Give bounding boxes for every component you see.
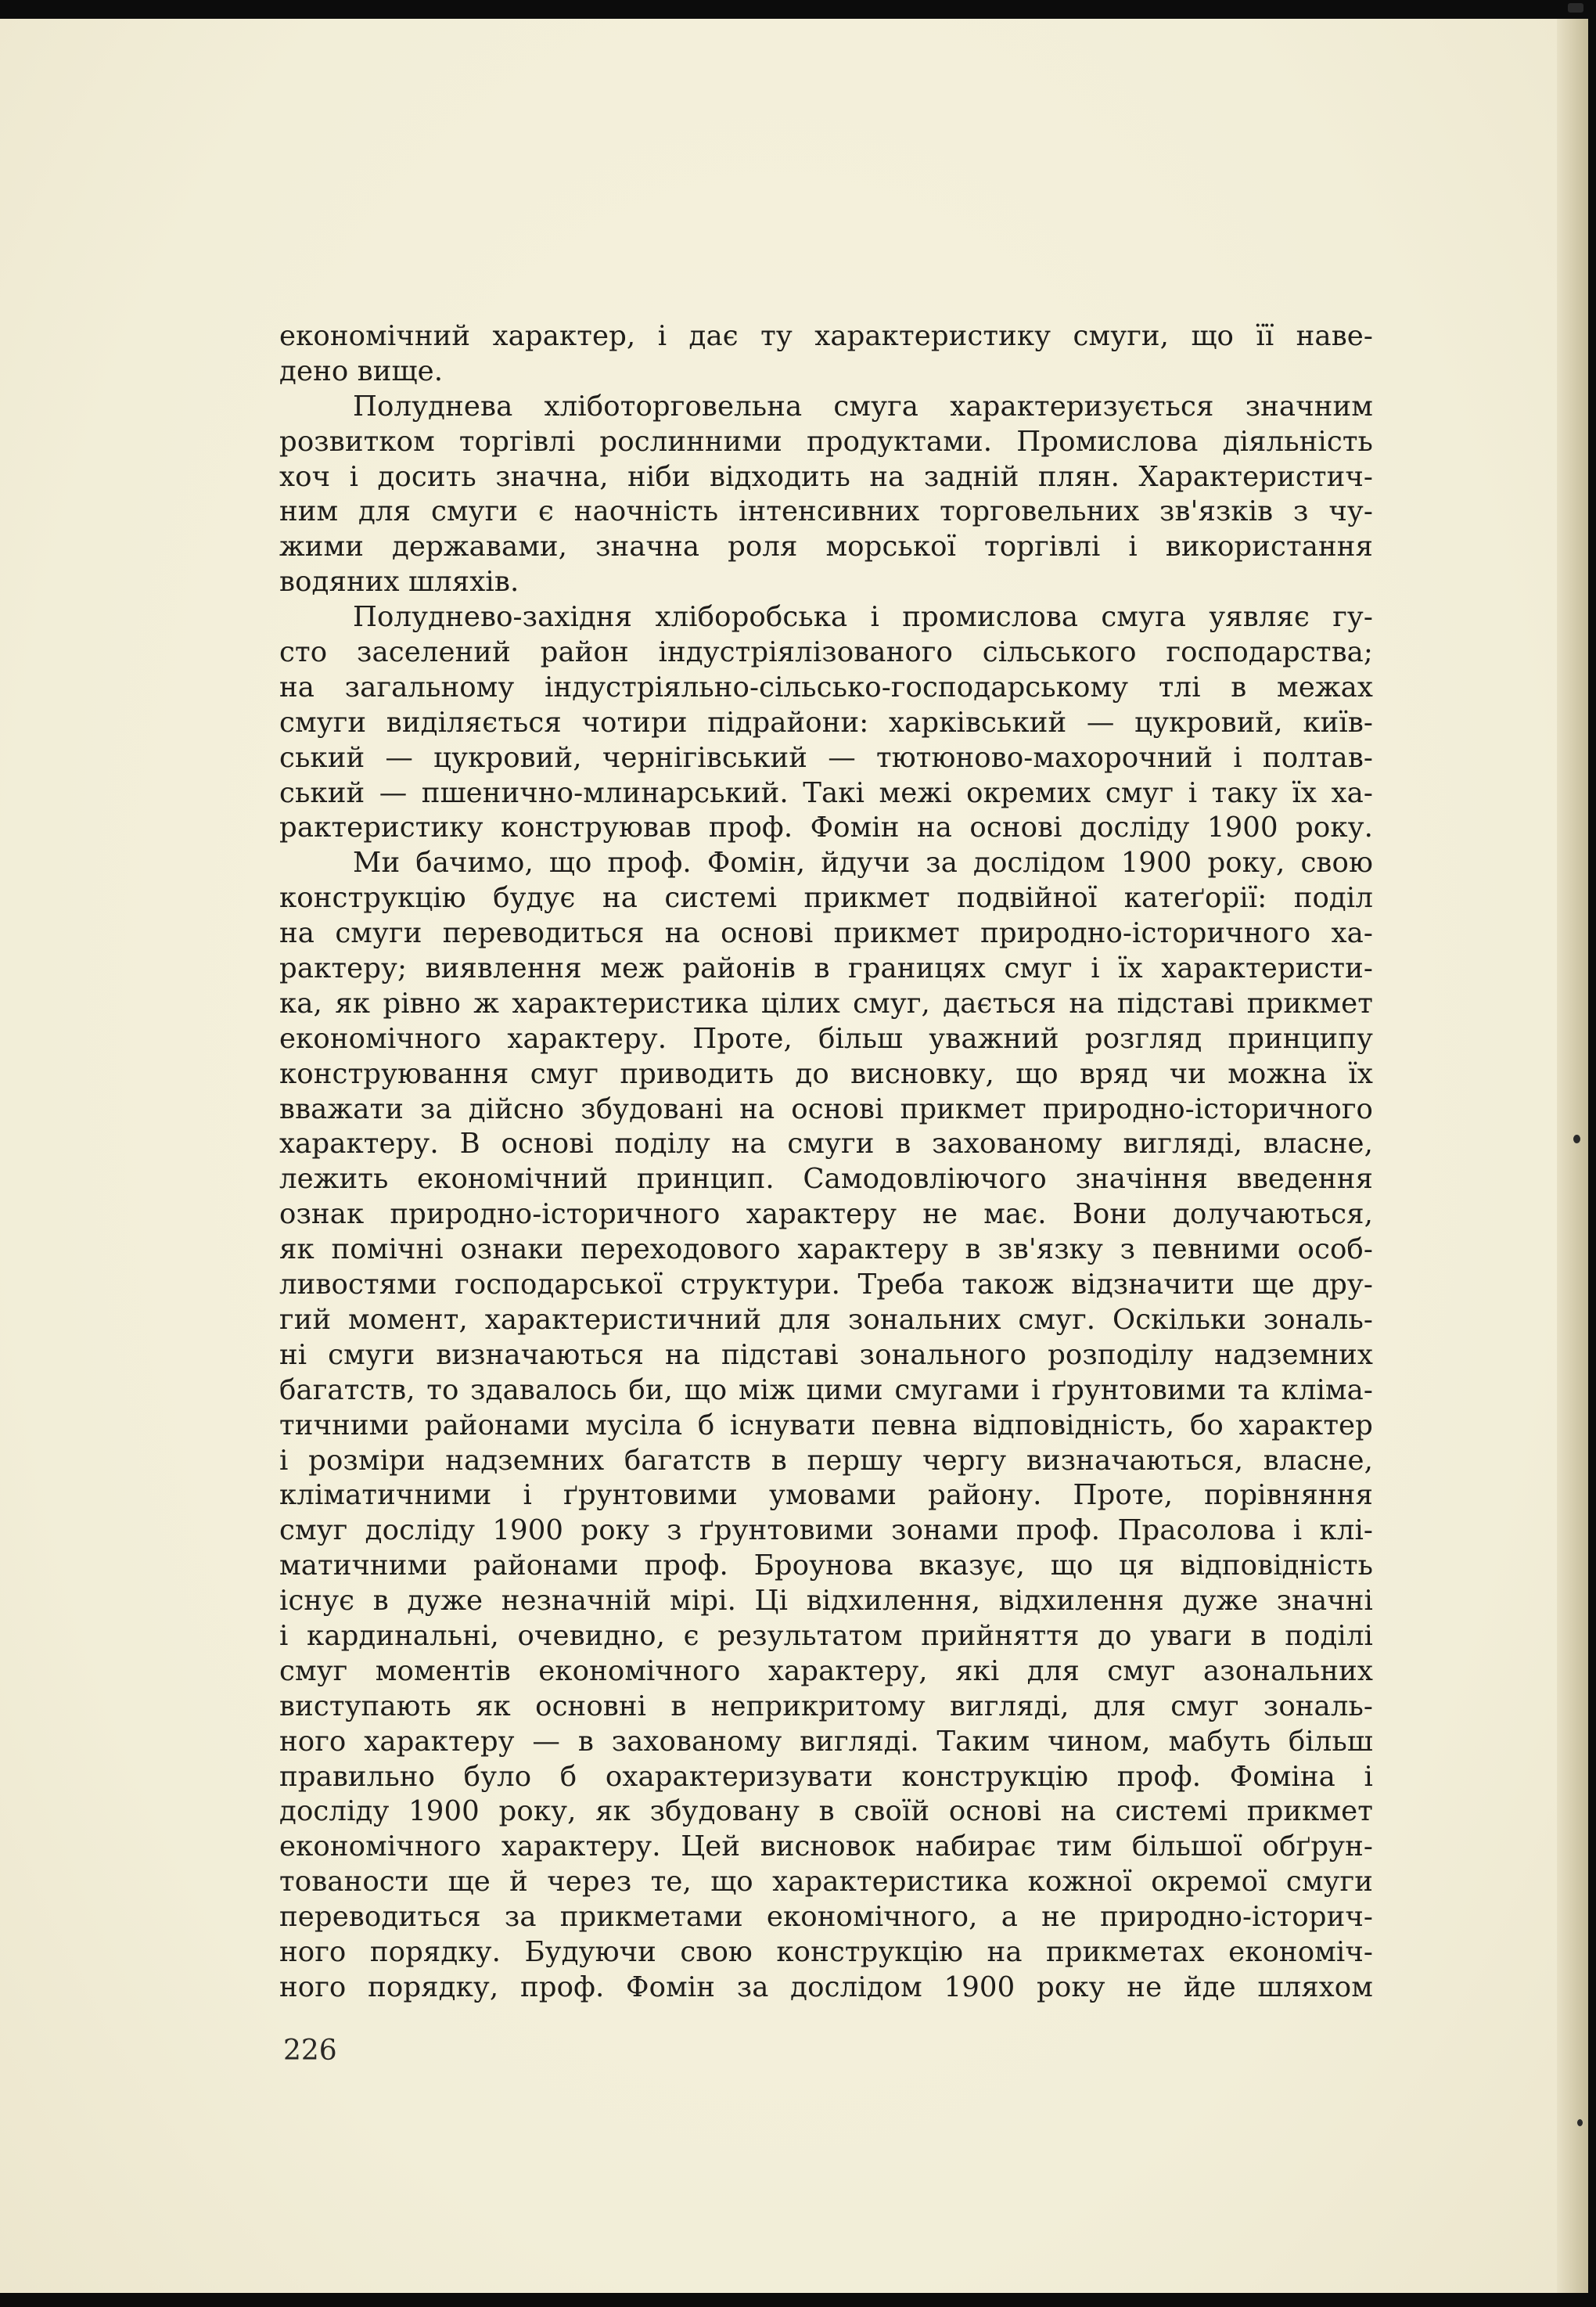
text-line: на смуги переводиться на основі прикмет природно-історичного ха- [279,917,1373,950]
text-line: ного характеру — в захованому вигляді. Таким чином, мабуть більш [279,1725,1373,1758]
text-line: економічного характеру. Проте, більш уважний розгляд принципу [279,1022,1373,1055]
paragraph-first-line: Полуднево-західня хліборобська і промислова смуга уявляє гу- [353,601,1373,634]
text-line: ного порядку. Будуючи свою конструкцію на прикметах економіч- [279,1935,1373,1968]
text-line: кліматичними і ґрунтовими умовами району. Проте, порівняння [279,1479,1373,1512]
text-line: на загальному індустріяльно-сільсько-господарському тлі в межах [279,671,1373,704]
text-line: розвитком торгівлі рослинними продуктами. Промислова діяльність [279,425,1373,458]
text-line: ознак природно-історичного характеру не має. Вони долучаються, [279,1198,1373,1231]
text-line: ський — пшенично-млинарський. Такі межі окремих смуг і таку їх ха- [279,776,1373,809]
text-line: дено вище. [279,355,444,387]
text-line: жими державами, значна роля морської торгівлі і використання [279,531,1373,563]
text-line: гий момент, характеристичний для зональних смуг. Оскільки зональ- [279,1303,1373,1336]
text-line: рактеру; виявлення меж районів в границях смуг і їх характеристи- [279,952,1373,985]
text-line: смуг досліду 1900 року з ґрунтовими зонами проф. Прасолова і клі- [279,1514,1373,1547]
text-line: лежить економічний принцип. Самодовліючого значіння введення [279,1163,1373,1196]
text-line: характеру. В основі поділу на смуги в захованому вигляді, власне, [279,1128,1373,1161]
text-line: ливостями господарської структури. Треба також відзначити ще дру- [279,1269,1373,1301]
text-line: існує в дуже незначній мірі. Ці відхилення, відхилення дуже значні [279,1585,1373,1618]
page-edge [1557,19,1588,2293]
text-line: економічний характер, і дає ту характеристику смуги, що її наве- [279,320,1373,352]
ink-speck [1577,2119,1583,2126]
text-line: сто заселений район індустріялізованого сільського господарства; [279,636,1373,669]
text-line: конструкцію будує на системі прикмет подвійної катеґорії: поділ [279,882,1373,915]
text-line: тичними районами мусіла б існувати певна відповідність, бо характер [279,1409,1373,1441]
text-line: і розміри надземних багатств в першу чергу визначаються, власне, [279,1444,1373,1477]
text-line: вважати за дійсно збудовані на основі прикмет природно-історичного [279,1092,1373,1125]
text-line: тованости ще й через те, що характеристика кожної окремої смуги [279,1866,1373,1899]
text-line: хоч і досить значна, ніби відходить на задній плян. Характеристич- [279,460,1373,493]
text-line: смуг моментів економічного характеру, які для смуг азональних [279,1654,1373,1687]
text-line: ський — цукровий, чернігівський — тютюново-махорочний і полтав- [279,741,1373,774]
text-line: і кардинальні, очевидно, є результатом прийняття до уваги в поділі [279,1619,1373,1652]
text-line: смуги виділяється чотири підрайони: харківський — цукровий, київ- [279,706,1373,739]
text-line: досліду 1900 року, як збудовану в своїй основі на системі прикмет [279,1795,1373,1828]
text-line: багатств, то здавалось би, що між цими смугами і ґрунтовими та кліма- [279,1373,1373,1406]
text-line: переводиться за прикметами економічного, а не природно-історич- [279,1901,1373,1934]
paragraph-first-line: Ми бачимо, що проф. Фомін, йдучи за дослідом 1900 року, свою [353,847,1373,880]
text-line: ного порядку, проф. Фомін за дослідом 1900 року не йде шляхом [279,1970,1373,2003]
text-line: як помічні ознаки переходового характеру в зв'язку з певними особ- [279,1233,1373,1266]
text-line: рактеристику конструював проф. Фомін на основі досліду 1900 року. [279,812,1373,844]
paragraph-first-line: Полуднева хліботорговельна смуга характеризується значним [353,390,1373,423]
text-line: водяних шляхів. [279,566,519,599]
text-line: правильно було б охарактеризувати конструкцію проф. Фоміна і [279,1760,1373,1793]
text-line: виступають як основні в неприкритому вигляді, для смуг зональ- [279,1690,1373,1722]
ink-speck [1568,3,1583,13]
ink-speck [1573,1135,1580,1143]
text-line: конструювання смуг приводить до висновку, що вряд чи можна їх [279,1057,1373,1090]
page-number: 226 [283,2035,337,2067]
text-line: економічного характеру. Цей висновок набирає тим більшої обґрун- [279,1830,1373,1863]
text-line: ка, як рівно ж характеристика цілих смуг, дається на підставі прикмет [279,987,1373,1020]
text-line: ним для смуги є наочність інтенсивних торговельних зв'язків з чу- [279,495,1373,528]
text-line: матичними районами проф. Броунова вказує, що ця відповідність [279,1549,1373,1582]
text-line: ні смуги визначаються на підставі зонального розподілу надземних [279,1338,1373,1371]
body-text [279,319,1373,2006]
